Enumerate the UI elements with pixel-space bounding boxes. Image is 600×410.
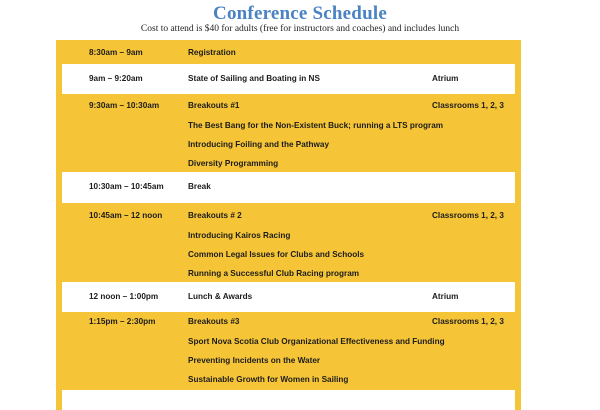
- table-row-registration: [62, 43, 515, 64]
- row-time: 12 noon – 1:00pm: [89, 292, 159, 301]
- cost-note: Cost to attend is $40 for adults (free for instructors and coaches) and includes lunch: [140, 24, 460, 34]
- row-time: 8:30am – 9am: [89, 48, 143, 57]
- row-event: Breakouts #1: [188, 101, 240, 110]
- table-row-break: [62, 172, 515, 203]
- session-item: Diversity Programming: [188, 159, 279, 168]
- session-item: Sustainable Growth for Women in Sailing: [188, 375, 349, 384]
- session-item: Introducing Foiling and the Pathway: [188, 140, 330, 149]
- row-time: 10:45am – 12 noon: [89, 211, 163, 220]
- table-row-breakouts-3: [62, 312, 515, 390]
- session-item: Introducing Kairos Racing: [188, 231, 291, 240]
- row-location: Atrium: [432, 74, 459, 83]
- row-time: 10:30am – 10:45am: [89, 182, 164, 191]
- row-event: Break: [188, 182, 211, 191]
- session-item: Sport Nova Scotia Club Organizational Effectiveness and Funding: [188, 337, 445, 346]
- row-time: 1:15pm – 2:30pm: [89, 317, 156, 326]
- session-item: Running a Successful Club Racing program: [188, 269, 360, 278]
- session-item: Common Legal Issues for Clubs and Schools: [188, 250, 365, 259]
- row-location: Classrooms 1, 2, 3: [432, 211, 504, 220]
- row-location: Atrium: [432, 292, 459, 301]
- row-time: 9am – 9:20am: [89, 74, 143, 83]
- row-location: Classrooms 1, 2, 3: [432, 317, 504, 326]
- row-event: Lunch & Awards: [188, 292, 253, 301]
- table-row-next: [62, 390, 515, 410]
- table-row-lunch: [62, 282, 515, 312]
- table-row-breakouts-2: [62, 203, 515, 282]
- table-row-state-of-sailing: [62, 64, 515, 94]
- row-time: 9:30am – 10:30am: [89, 101, 160, 110]
- row-event: Registration: [188, 48, 236, 57]
- schedule-table: [56, 40, 521, 410]
- page-title: Conference Schedule: [213, 3, 387, 24]
- row-event: State of Sailing and Boating in NS: [188, 74, 320, 83]
- table-row-breakouts-1: [62, 94, 515, 172]
- session-item: The Best Bang for the Non-Existent Buck; running a LTS program: [188, 121, 444, 130]
- row-event: Breakouts # 2: [188, 211, 242, 220]
- row-location: Classrooms 1, 2, 3: [432, 101, 504, 110]
- session-item: Preventing Incidents on the Water: [188, 356, 321, 365]
- row-event: Breakouts #3: [188, 317, 240, 326]
